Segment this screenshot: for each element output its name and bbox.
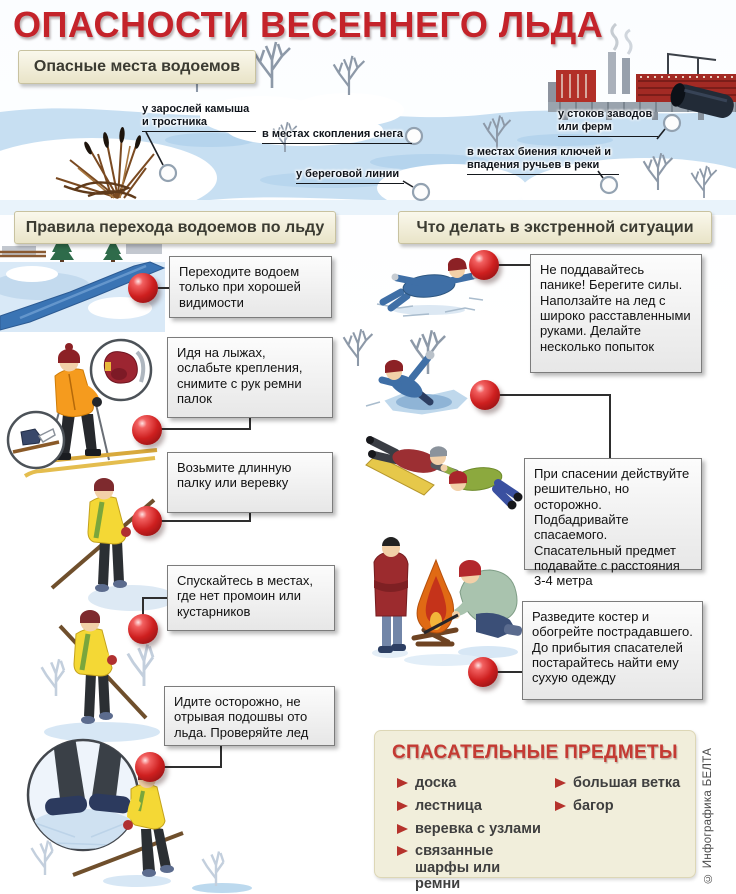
- arrow-bullet-icon: [397, 824, 408, 834]
- label-springs: в местах биения ключей и впадения ручьев в реки: [467, 146, 619, 175]
- rescue-item: багор: [555, 798, 695, 815]
- connector-ball: [469, 250, 499, 280]
- emergency-box: При спасении действуйте решительно, но осторожно. Подбадривайте спасаемого. Спасательный предмет подавайте с расстояния 3-4 метра: [524, 458, 702, 570]
- arrow-bullet-icon: [397, 801, 408, 811]
- arrow-bullet-icon: [555, 801, 566, 811]
- rescue-item: доска: [397, 775, 547, 792]
- arrow-bullet-icon: [397, 778, 408, 788]
- connector-ball: [132, 415, 162, 445]
- label-snow-accumulation: в местах скопления снега: [262, 128, 412, 144]
- credit-text: © Инфографика БЕЛТА: [702, 747, 714, 884]
- rule-box: Спускайтесь в местах, где нет промоин или кустарников: [167, 565, 335, 631]
- arrow-bullet-icon: [555, 778, 566, 788]
- rule-box: Переходите водоем только при хорошей видимости: [169, 256, 332, 318]
- label-factory-drains: у стоков заводов или ферм: [558, 108, 658, 137]
- section-header-crossing-rules: Правила перехода водоемов по льду: [14, 211, 336, 244]
- connector-ball: [132, 506, 162, 536]
- arrow-bullet-icon: [397, 846, 408, 856]
- rescue-item: связанные шарфы или ремни: [397, 843, 537, 893]
- section-header-danger-spots: Опасные места водоемов: [18, 50, 256, 84]
- rule-box: Идя на лыжах, ослабьте крепления, снимите с рук ремни палок: [167, 337, 333, 418]
- rescue-items-panel: [374, 730, 696, 893]
- connector-ball: [470, 380, 500, 410]
- rescue-item: большая ветка: [555, 775, 695, 792]
- connector-ball: [128, 614, 158, 644]
- connector-ball: [468, 657, 498, 687]
- rescue-item: веревка с узлами: [397, 821, 557, 838]
- rescue-panel-title: СПАСАТЕЛЬНЫЕ ПРЕДМЕТЫ: [392, 742, 678, 763]
- rule-box: Возьмите длинную палку или веревку: [167, 452, 333, 513]
- rescue-item: лестница: [397, 798, 547, 815]
- connector-ball: [128, 273, 158, 303]
- section-header-emergency: Что делать в экстренной ситуации: [398, 211, 712, 244]
- emergency-box: Не поддавайтесь панике! Берегите силы. Наползайте на лед с широко расставленными руками. Делайте несколько попыток: [530, 254, 702, 373]
- rule-box: Идите осторожно, не отрывая подошвы ото льда. Проверяйте лед: [164, 686, 335, 746]
- label-reeds: у зарослей камыша и тростника: [142, 103, 256, 132]
- emergency-box: Разведите костер и обогрейте пострадавшего. До прибытия спасателей постарайтесь найти ему сухую одежду: [522, 601, 703, 700]
- connector-ball: [135, 752, 165, 782]
- label-shoreline: у береговой линии: [296, 168, 404, 184]
- page-title: ОПАСНОСТИ ВЕСЕННЕГО ЛЬДА: [13, 4, 604, 45]
